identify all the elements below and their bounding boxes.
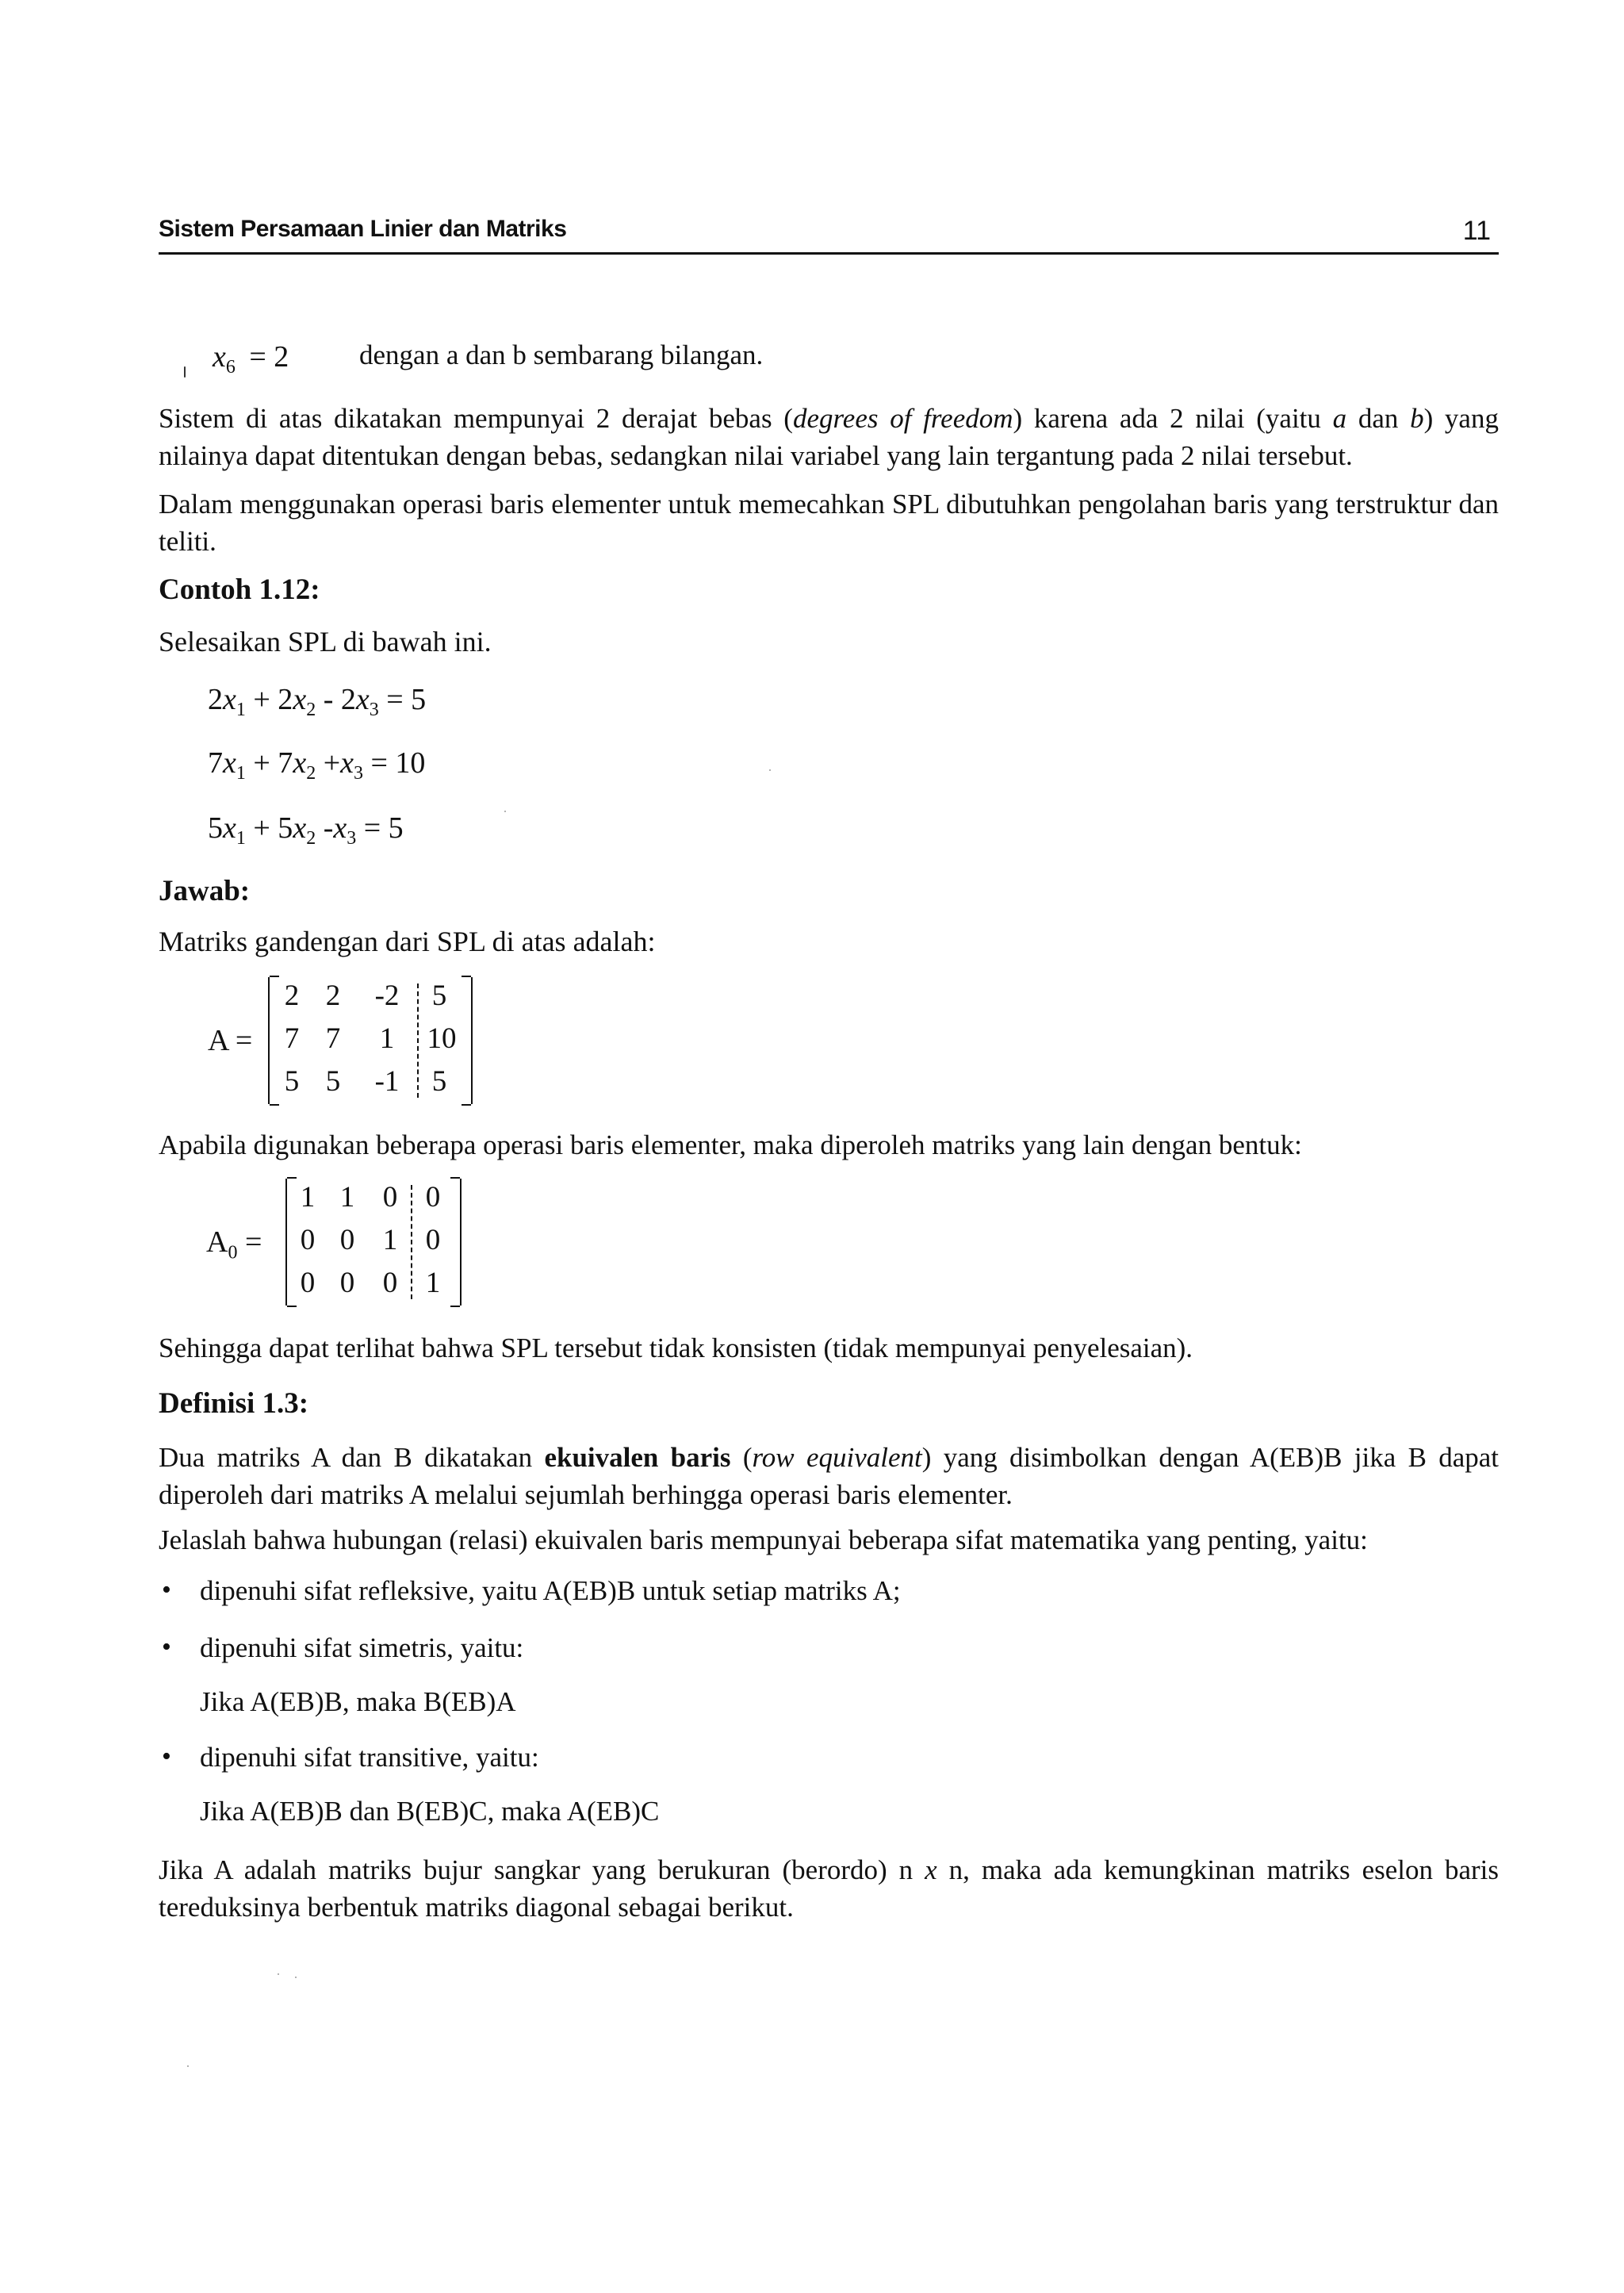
matrix-a-cell: 1 [379, 1022, 395, 1055]
scan-mark [769, 769, 771, 771]
eq2-op2: + [323, 746, 341, 780]
matrix-a0-label [206, 1225, 262, 1264]
eq3-rhs: = 5 [363, 811, 404, 845]
scan-mark [504, 811, 506, 812]
eq3-v2: x [293, 811, 307, 845]
matrix-a0-cell: 1 [425, 1267, 441, 1299]
property-transitive: dipenuhi sifat transitive, yaitu: [200, 1742, 539, 1773]
eq2-c1: 7 [208, 746, 223, 780]
final-text-1: Jika A adalah matriks bujur sangkar yang berukuran (berordo) n [159, 1854, 925, 1885]
matrix-a-cell: 7 [284, 1022, 300, 1055]
bullet-icon: • [162, 1742, 171, 1771]
eq3-op2: - [323, 811, 334, 845]
eq2-v1: x [223, 746, 236, 780]
matrix-a-cell: 5 [431, 980, 447, 1012]
eq1-rhs: = 5 [386, 683, 427, 716]
matrix-a-cell: 5 [325, 1065, 341, 1098]
matrix-a-cell: -2 [374, 980, 400, 1012]
definition-text-3: ) yang disimbolkan dengan A(EB)B jika B dapat diperoleh dari matriks A melalui sejumlah berhingga operasi baris elementer. [159, 1442, 1500, 1510]
matrix-a0-equals: = [244, 1225, 262, 1259]
matrix-a-cell: -1 [374, 1065, 400, 1098]
eq1-v2: x [293, 683, 307, 716]
matrix-a0-cell: 1 [339, 1181, 355, 1214]
eq3-s3: 3 [347, 828, 357, 849]
augmented-intro: Matriks gandengan dari SPL di atas adalah: [159, 926, 656, 957]
eq2-v3: x [340, 746, 354, 780]
para1-emphasis: degrees of freedom [792, 403, 1013, 434]
conclusion-text: Sehingga dapat terlihat bahwa SPL tersebut tidak konsisten (tidak mempunyai penyelesaian). [159, 1332, 1193, 1363]
definition-term: ekuivalen baris [544, 1442, 731, 1473]
scan-mark [187, 2065, 189, 2067]
eq2-op1: + 7 [253, 746, 293, 780]
matrix-a-cell: 5 [284, 1065, 300, 1098]
matrix-a-cell: 10 [427, 1022, 457, 1055]
scan-mark [184, 366, 186, 378]
scan-mark [278, 1973, 279, 1975]
x6-equation [213, 339, 289, 378]
example-heading: Contoh 1.12: [159, 573, 320, 606]
final-italic-x: x [925, 1854, 937, 1885]
header-title: Sistem Persamaan Linier dan Matriks [159, 216, 567, 242]
equation-2 [208, 746, 425, 784]
matrix-a0-cell: 0 [425, 1224, 441, 1256]
matrix-a0 [285, 1179, 462, 1306]
para1-text-4: ) yang nilainya dapat ditentukan dengan bebas, sedangkan nilai variabel yang lain tergantung pada 2 nilai tersebut. [159, 403, 1499, 471]
bullet-icon: • [162, 1575, 171, 1605]
property-symmetric: dipenuhi sifat simetris, yaitu: [200, 1632, 524, 1663]
bullet-icon: • [162, 1632, 171, 1662]
equation-1 [208, 682, 426, 721]
x6-value: = 2 [249, 340, 289, 374]
definition-text-2: ( [730, 1442, 753, 1473]
eq1-v3: x [355, 683, 370, 716]
eq3-s1: 1 [236, 828, 246, 849]
para1-text-2: ) karena ada 2 nilai (yaitu [1013, 403, 1333, 434]
eq3-c1: 5 [208, 811, 223, 845]
answer-heading: Jawab: [159, 875, 251, 907]
matrix-a0-cell: 1 [300, 1181, 316, 1214]
matrix-a-cell: 2 [284, 980, 300, 1012]
para1-var-b: b [1410, 403, 1424, 434]
eq1-s1: 1 [236, 700, 246, 720]
matrix-a0-cell: 0 [339, 1224, 355, 1256]
final-paragraph [159, 1851, 1499, 1926]
eq2-s3: 3 [354, 763, 363, 784]
matrix-a0-cell: 0 [339, 1267, 355, 1299]
page-header [159, 216, 1499, 255]
page-number: 11 [1462, 216, 1491, 246]
definition-paragraph [159, 1439, 1499, 1513]
eq3-op1: + 5 [253, 811, 293, 845]
row-operations-paragraph: Dalam menggunakan operasi baris elementer untuk memecahkan SPL dibutuhkan pengolahan baris yang terstruktur dan teliti. [159, 489, 1499, 557]
matrix-a0-cell: 0 [300, 1224, 316, 1256]
x6-note: dengan a dan b sembarang bilangan. [359, 339, 764, 370]
para1-text-3: dan [1346, 403, 1411, 434]
eq1-s3: 3 [369, 700, 379, 720]
eq2-rhs: = 10 [370, 746, 426, 780]
matrix-a0-cell: 0 [382, 1181, 398, 1214]
eq3-v3: x [333, 811, 347, 845]
matrix-a0-cell: 0 [425, 1181, 441, 1214]
matrix-a-cell: 7 [325, 1022, 341, 1055]
eq2-s1: 1 [236, 763, 246, 784]
relation-intro: Jelaslah bahwa hubungan (relasi) ekuivalen baris mempunyai beberapa sifat matematika yang penting, yaitu: [159, 1524, 1368, 1555]
definition-text-1: Dua matriks A dan B dikatakan [159, 1442, 545, 1473]
scan-mark [295, 1977, 297, 1978]
x6-variable: x [213, 340, 226, 374]
matrix-a0-letter: A [206, 1225, 228, 1259]
example-intro: Selesaikan SPL di bawah ini. [159, 626, 492, 658]
matrix-a-separator [417, 984, 419, 1098]
degrees-of-freedom-paragraph [159, 400, 1499, 474]
definition-heading: Definisi 1.3: [159, 1387, 309, 1420]
eq1-c1: 2 [208, 683, 223, 716]
matrix-a-label: A = [208, 1024, 253, 1057]
matrix-a0-separator [411, 1185, 412, 1299]
matrix-a-cell: 2 [325, 980, 341, 1012]
para1-var-a: a [1332, 403, 1347, 434]
matrix-a0-cell: 0 [382, 1267, 398, 1299]
matrix-a [268, 977, 473, 1104]
matrix-a-cell: 5 [431, 1065, 447, 1098]
eq1-op1: + 2 [253, 683, 293, 716]
eq1-v1: x [223, 683, 236, 716]
final-text-2: n, maka ada kemungkinan matriks eselon baris tereduksinya berbentuk matriks diagonal sebagai berikut. [159, 1854, 1500, 1923]
eq3-s2: 2 [306, 828, 316, 849]
eq1-op2: - 2 [323, 683, 356, 716]
eq1-s2: 2 [306, 700, 316, 720]
property-transitive-detail: Jika A(EB)B dan B(EB)C, maka A(EB)C [200, 1796, 660, 1827]
row-operations-text: Apabila digunakan beberapa operasi baris elementer, maka diperoleh matriks yang lain dengan bentuk: [159, 1129, 1302, 1160]
x6-subscript: 6 [225, 357, 236, 378]
matrix-a0-subscript: 0 [228, 1242, 238, 1263]
property-reflexive: dipenuhi sifat refleksive, yaitu A(EB)B untuk setiap matriks A; [200, 1575, 901, 1606]
matrix-a0-cell: 1 [382, 1224, 398, 1256]
para1-text-1: Sistem di atas dikatakan mempunyai 2 derajat bebas ( [159, 403, 793, 434]
definition-english-term: row equivalent [752, 1442, 922, 1473]
matrix-a0-cell: 0 [300, 1267, 316, 1299]
equation-3 [208, 811, 404, 849]
eq2-s2: 2 [306, 763, 316, 784]
eq3-v1: x [223, 811, 236, 845]
property-symmetric-detail: Jika A(EB)B, maka B(EB)A [200, 1686, 516, 1717]
eq2-v2: x [293, 746, 307, 780]
